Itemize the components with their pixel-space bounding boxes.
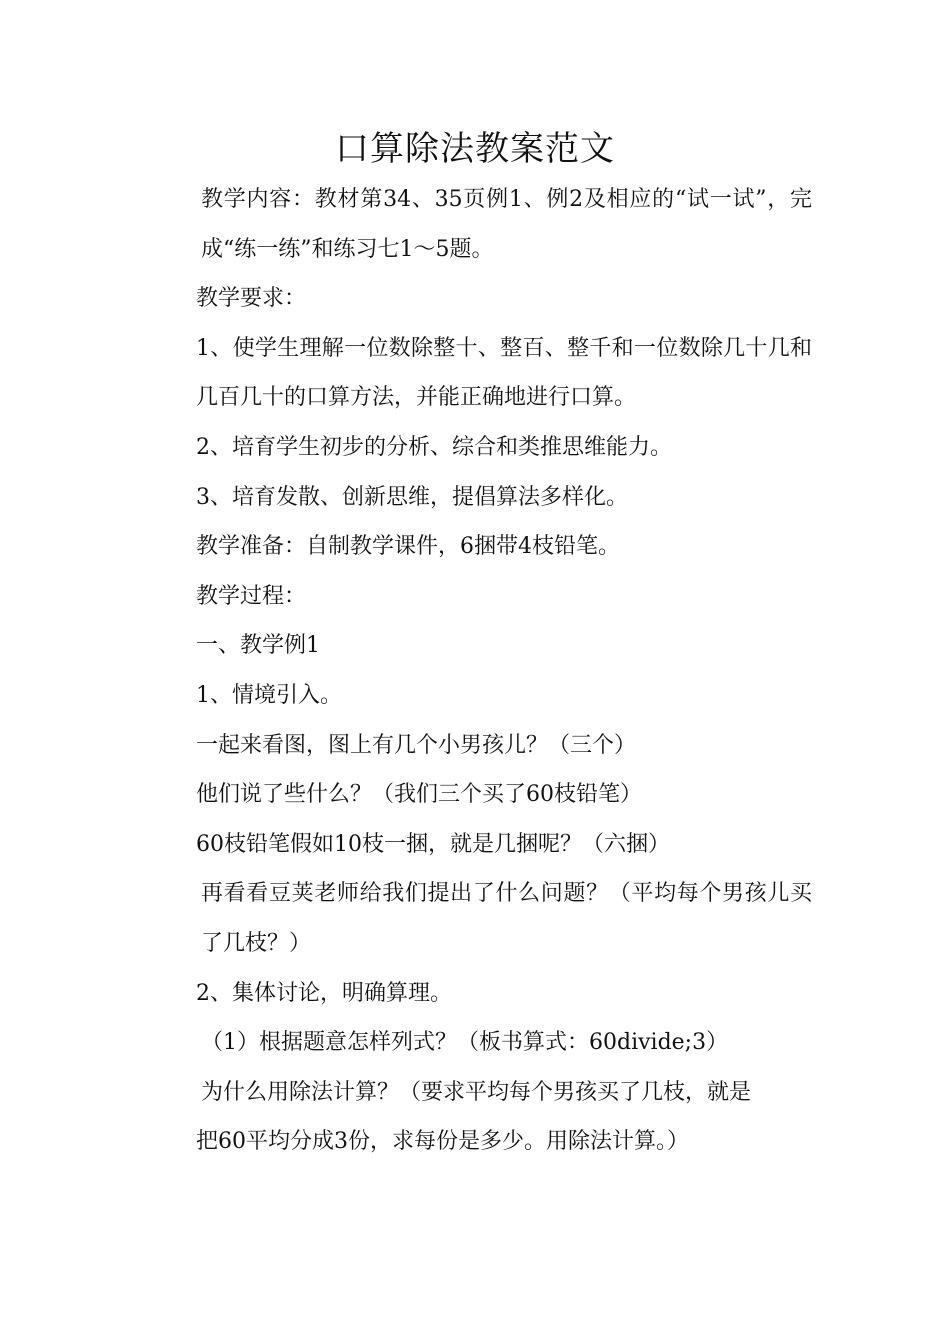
paragraph-why-division: 为什么用除法计算？（要求平均每个男孩买了几枝，就是	[201, 1079, 752, 1105]
paragraph-question-4: 再看看豆荚老师给我们提出了什么问题？（平均每个男孩儿买了几枝？）	[201, 881, 812, 956]
paragraph-preparation: 教学准备：自制教学课件，6捆带4枝铅笔。	[196, 534, 620, 560]
paragraph-process-heading: 教学过程：	[196, 583, 307, 609]
paragraph-section-1: 一、教学例1	[196, 633, 320, 659]
paragraph-formula: （1）根据题意怎样列式？（板书算式：60divide;3）	[201, 1030, 729, 1056]
paragraph-step-2: 2、集体讨论，明确算理。	[196, 980, 452, 1006]
paragraph-requirement-2: 2、培育学生初步的分析、综合和类推思维能力。	[196, 434, 672, 460]
paragraph-question-2: 他们说了些什么？（我们三个买了60枝铅笔）	[196, 782, 642, 808]
paragraph-step-1: 1、情境引入。	[196, 682, 342, 708]
paragraph-explanation: 把60平均分成3份，求每份是多少。用除法计算。）	[196, 1129, 689, 1155]
document-title: 口算除法教案范文	[335, 129, 615, 169]
paragraph-teaching-content: 教学内容：教材第34、35页例1、例2及相应的“试一试”，完成“练一练”和练习七1～5题。	[201, 187, 812, 262]
paragraph-question-3: 60枝铅笔假如10枝一捆，就是几捆呢？（六捆）	[196, 831, 670, 857]
paragraph-requirement-1: 1、使学生理解一位数除整十、整百、整千和一位数除几十几和几百几十的口算方法，并能正确地进行口算。	[196, 335, 812, 411]
paragraph-question-1: 一起来看图，图上有几个小男孩儿？（三个）	[196, 732, 637, 758]
paragraph-requirement-3: 3、培育发散、创新思维，提倡算法多样化。	[196, 484, 628, 510]
document-body	[146, 175, 812, 1167]
paragraph-requirements-heading: 教学要求：	[196, 286, 307, 312]
